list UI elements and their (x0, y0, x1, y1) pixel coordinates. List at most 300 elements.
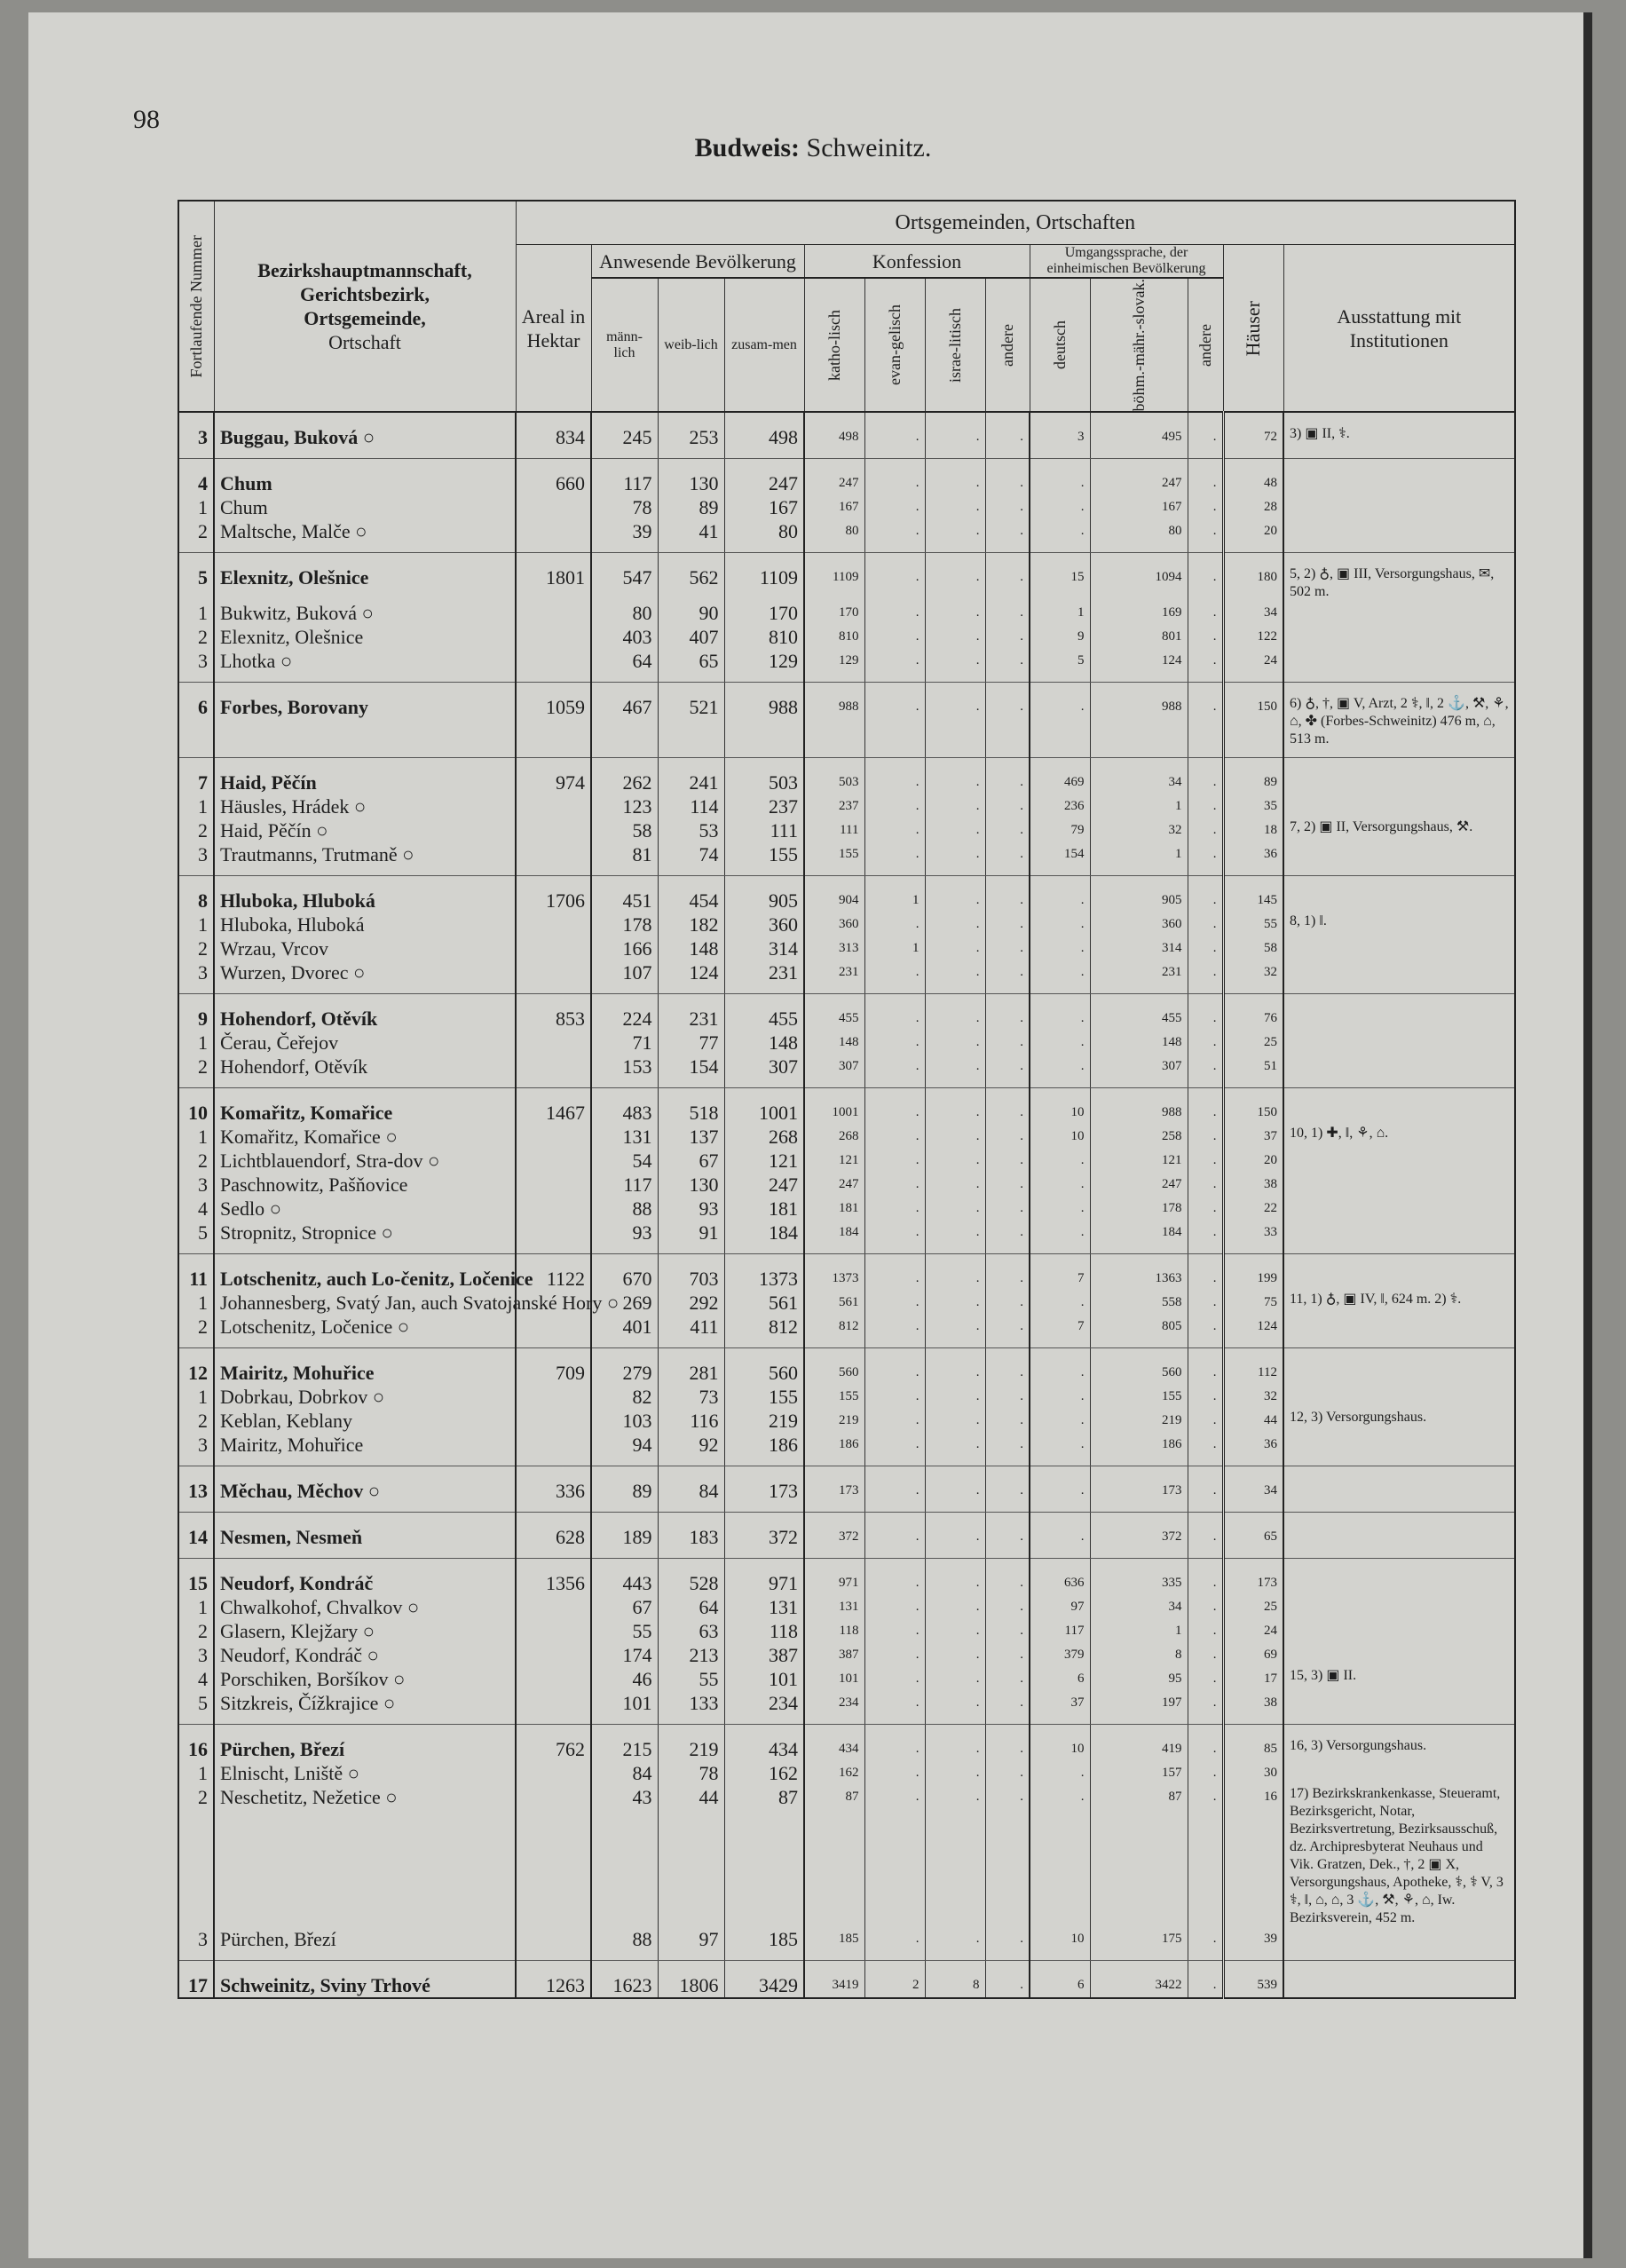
table-row (178, 683, 1515, 758)
cell-h: 145 (1223, 876, 1283, 913)
cell-nr: 14 (178, 1513, 214, 1559)
cell-m: 670 (591, 1254, 658, 1292)
cell-m: 43 (591, 1785, 658, 1927)
cell-name: Bukwitz, Buková ○ (214, 601, 516, 625)
cell-name: Hohendorf, Otěvík (214, 994, 516, 1031)
cell-de: . (1030, 960, 1090, 994)
cell-w: 518 (658, 1088, 724, 1126)
cell-nr: 2 (178, 818, 214, 842)
cell-kath: 219 (804, 1409, 864, 1433)
cell-de: 117 (1030, 1619, 1090, 1643)
cell-ev: . (864, 495, 925, 519)
cell-m: 467 (591, 683, 658, 758)
cell-areal (516, 495, 591, 519)
cell-isr: . (925, 1385, 985, 1409)
cell-bo: 247 (1090, 459, 1188, 496)
cell-w: 154 (658, 1055, 724, 1088)
table-row (178, 1254, 1515, 1292)
cell-z: 155 (724, 842, 804, 876)
cell-kand: . (985, 459, 1030, 496)
cell-z: 121 (724, 1149, 804, 1173)
cell-kand: . (985, 1088, 1030, 1126)
cell-w: 213 (658, 1643, 724, 1667)
cell-h: 150 (1223, 1088, 1283, 1126)
cell-ev: . (864, 1513, 925, 1559)
cell-kath: 148 (804, 1031, 864, 1055)
cell-m: 131 (591, 1125, 658, 1149)
cell-nr: 2 (178, 1785, 214, 1927)
cell-ev: . (864, 625, 925, 649)
table-row (178, 1643, 1515, 1667)
cell-w: 562 (658, 553, 724, 602)
cell-name: Chum (214, 495, 516, 519)
cell-kand: . (985, 1197, 1030, 1221)
header-bevoelkerung: Anwesende Bevölkerung (591, 245, 804, 279)
cell-isr: . (925, 1221, 985, 1254)
cell-name: Čerau, Čeřejov (214, 1031, 516, 1055)
cell-h: 32 (1223, 960, 1283, 994)
cell-notes (1283, 1433, 1515, 1466)
cell-kath: 129 (804, 649, 864, 683)
cell-isr: 8 (925, 1961, 985, 1999)
cell-w: 1806 (658, 1961, 724, 1999)
cell-kath: 155 (804, 842, 864, 876)
cell-kath: 268 (804, 1125, 864, 1149)
cell-notes (1283, 994, 1515, 1031)
cell-w: 130 (658, 1173, 724, 1197)
page-title (0, 133, 1626, 163)
cell-uand: . (1188, 1385, 1223, 1409)
cell-m: 224 (591, 994, 658, 1031)
cell-uand: . (1188, 412, 1223, 459)
cell-kath: 131 (804, 1595, 864, 1619)
table-body (178, 412, 1515, 1998)
cell-name: Elexnitz, Olešnice (214, 625, 516, 649)
cell-de: . (1030, 1221, 1090, 1254)
cell-bo: 560 (1090, 1348, 1188, 1386)
cell-isr: . (925, 495, 985, 519)
cell-z: 129 (724, 649, 804, 683)
cell-nr: 3 (178, 1433, 214, 1466)
cell-de: . (1030, 1348, 1090, 1386)
cell-areal: 853 (516, 994, 591, 1031)
cell-z: 268 (724, 1125, 804, 1149)
cell-nr: 2 (178, 1315, 214, 1348)
cell-ev: . (864, 1559, 925, 1596)
cell-kath: 561 (804, 1291, 864, 1315)
cell-isr: . (925, 412, 985, 459)
table-row (178, 1667, 1515, 1691)
cell-uand: . (1188, 1348, 1223, 1386)
cell-m: 245 (591, 412, 658, 459)
header-group: Ortsgemeinden, Ortschaften (516, 201, 1515, 245)
cell-ev: . (864, 1315, 925, 1348)
cell-notes (1283, 1466, 1515, 1513)
cell-h: 25 (1223, 1595, 1283, 1619)
cell-kath: 185 (804, 1927, 864, 1961)
cell-h: 44 (1223, 1409, 1283, 1433)
table-row (178, 495, 1515, 519)
cell-areal (516, 1433, 591, 1466)
cell-h: 89 (1223, 758, 1283, 795)
cell-kand: . (985, 876, 1030, 913)
cell-ev: . (864, 1291, 925, 1315)
cell-z: 905 (724, 876, 804, 913)
cell-notes: 8, 1) ‖. (1290, 913, 1327, 929)
cell-bo: 419 (1090, 1725, 1188, 1762)
cell-z: 455 (724, 994, 804, 1031)
cell-w: 67 (658, 1149, 724, 1173)
cell-kand: . (985, 1031, 1030, 1055)
cell-de: 636 (1030, 1559, 1090, 1596)
header-israelitisch: israe-litisch (925, 278, 985, 412)
cell-ev: . (864, 794, 925, 818)
cell-z: 434 (724, 1725, 804, 1762)
cell-notes (1283, 1149, 1515, 1173)
cell-de: 37 (1030, 1691, 1090, 1725)
cell-name: Neudorf, Kondráč ○ (214, 1643, 516, 1667)
cell-h: 48 (1223, 459, 1283, 496)
cell-w: 74 (658, 842, 724, 876)
cell-isr: . (925, 1619, 985, 1643)
cell-h: 36 (1223, 842, 1283, 876)
cell-w: 114 (658, 794, 724, 818)
table-row (178, 994, 1515, 1031)
cell-de: . (1030, 1385, 1090, 1409)
cell-z: 80 (724, 519, 804, 553)
cell-m: 403 (591, 625, 658, 649)
header-umgangssprache: Umgangssprache, der einheimischen Bevölkerung (1030, 245, 1223, 279)
cell-kath: 810 (804, 625, 864, 649)
cell-bo: 186 (1090, 1433, 1188, 1466)
cell-nr: 1 (178, 913, 214, 936)
cell-de: 9 (1030, 625, 1090, 649)
cell-name: Glasern, Klejžary ○ (214, 1619, 516, 1643)
cell-m: 88 (591, 1927, 658, 1961)
header-boehmisch: böhm.-mähr.-slovak. (1090, 278, 1188, 412)
cell-bo: 988 (1090, 683, 1188, 758)
cell-ev: . (864, 1595, 925, 1619)
cell-m: 71 (591, 1031, 658, 1055)
cell-z: 87 (724, 1785, 804, 1927)
cell-name: Wurzen, Dvorec ○ (214, 960, 516, 994)
cell-w: 53 (658, 818, 724, 842)
cell-z: 498 (724, 412, 804, 459)
cell-de: 7 (1030, 1254, 1090, 1292)
table-row (178, 1315, 1515, 1348)
cell-h: 24 (1223, 1619, 1283, 1643)
cell-nr: 3 (178, 649, 214, 683)
cell-kand: . (985, 625, 1030, 649)
cell-isr: . (925, 876, 985, 913)
cell-m: 269 (591, 1291, 658, 1315)
cell-name: Buggau, Buková ○ (214, 412, 516, 459)
cell-nr: 2 (178, 519, 214, 553)
cell-kath: 118 (804, 1619, 864, 1643)
cell-ev: . (864, 1643, 925, 1667)
cell-kath: 80 (804, 519, 864, 553)
cell-nr: 6 (178, 683, 214, 758)
statistics-table (178, 200, 1516, 1999)
cell-uand: . (1188, 1619, 1223, 1643)
cell-bo: 197 (1090, 1691, 1188, 1725)
cell-areal (516, 1409, 591, 1433)
cell-w: 63 (658, 1619, 724, 1643)
cell-m: 89 (591, 1466, 658, 1513)
table-row (178, 960, 1515, 994)
cell-isr: . (925, 553, 985, 602)
cell-notes: 3) ▣ II, ⚕. (1283, 412, 1515, 459)
cell-kath: 307 (804, 1055, 864, 1088)
cell-notes (1283, 1221, 1515, 1254)
cell-z: 812 (724, 1315, 804, 1348)
cell-uand: . (1188, 1785, 1223, 1927)
cell-w: 182 (658, 913, 724, 936)
cell-kand: . (985, 1221, 1030, 1254)
cell-de: . (1030, 1466, 1090, 1513)
cell-name: Sedlo ○ (214, 1197, 516, 1221)
cell-z: 810 (724, 625, 804, 649)
cell-name: Pürchen, Březí (214, 1927, 516, 1961)
cell-ev: . (864, 1927, 925, 1961)
table-row (178, 1409, 1515, 1433)
cell-areal (516, 1031, 591, 1055)
cell-kath: 121 (804, 1149, 864, 1173)
cell-kand: . (985, 1595, 1030, 1619)
cell-de: . (1030, 1149, 1090, 1173)
cell-h: 18 (1223, 818, 1283, 842)
cell-notes: 11, 1) ♁, ▣ IV, ‖, 624 m. 2) ⚕. (1290, 1292, 1462, 1308)
cell-isr: . (925, 1125, 985, 1149)
cell-bo: 167 (1090, 495, 1188, 519)
cell-z: 360 (724, 913, 804, 936)
cell-isr: . (925, 994, 985, 1031)
cell-bo: 335 (1090, 1559, 1188, 1596)
cell-m: 58 (591, 818, 658, 842)
cell-notes (1283, 1348, 1515, 1386)
cell-nr: 1 (178, 1385, 214, 1409)
cell-ev: . (864, 683, 925, 758)
table-row (178, 818, 1515, 842)
header-haeuser: Häuser (1223, 245, 1283, 413)
cell-uand: . (1188, 1595, 1223, 1619)
cell-w: 253 (658, 412, 724, 459)
cell-m: 39 (591, 519, 658, 553)
cell-ev: . (864, 1409, 925, 1433)
cell-uand: . (1188, 601, 1223, 625)
cell-h: 58 (1223, 936, 1283, 960)
cell-notes (1283, 960, 1515, 994)
cell-uand: . (1188, 842, 1223, 876)
cell-name: Keblan, Keblany (214, 1409, 516, 1433)
cell-kath: 560 (804, 1348, 864, 1386)
cell-h: 25 (1223, 1031, 1283, 1055)
cell-areal: 709 (516, 1348, 591, 1386)
cell-bo: 988 (1090, 1088, 1188, 1126)
cell-de: . (1030, 876, 1090, 913)
cell-uand: . (1188, 1031, 1223, 1055)
cell-kand: . (985, 519, 1030, 553)
cell-uand: . (1188, 1221, 1223, 1254)
cell-isr: . (925, 1197, 985, 1221)
cell-kath: 3419 (804, 1961, 864, 1999)
cell-uand: . (1188, 649, 1223, 683)
cell-z: 231 (724, 960, 804, 994)
cell-z: 173 (724, 1466, 804, 1513)
cell-nr: 3 (178, 842, 214, 876)
cell-m: 483 (591, 1088, 658, 1126)
cell-nr: 8 (178, 876, 214, 913)
cell-bo: 1 (1090, 794, 1188, 818)
cell-z: 219 (724, 1409, 804, 1433)
cell-areal: 1356 (516, 1559, 591, 1596)
cell-nr: 2 (178, 625, 214, 649)
cell-m: 547 (591, 553, 658, 602)
table-row (178, 1385, 1515, 1409)
table-row (178, 1466, 1515, 1513)
cell-de: . (1030, 1433, 1090, 1466)
cell-isr: . (925, 1149, 985, 1173)
cell-name: Neudorf, Kondráč (214, 1559, 516, 1596)
cell-uand: . (1188, 1291, 1223, 1315)
cell-de: 7 (1030, 1315, 1090, 1348)
cell-ev: . (864, 994, 925, 1031)
cell-h: 180 (1223, 553, 1283, 602)
cell-nr: 1 (178, 1595, 214, 1619)
cell-h: 20 (1223, 519, 1283, 553)
cell-z: 307 (724, 1055, 804, 1088)
cell-m: 262 (591, 758, 658, 795)
cell-kath: 455 (804, 994, 864, 1031)
cell-de: 1 (1030, 601, 1090, 625)
cell-z: 1109 (724, 553, 804, 602)
cell-name: Mairitz, Mohuřice (214, 1433, 516, 1466)
cell-uand: . (1188, 1667, 1223, 1691)
cell-kand: . (985, 818, 1030, 842)
cell-isr: . (925, 1433, 985, 1466)
cell-notes (1283, 758, 1515, 795)
table-row (178, 649, 1515, 683)
cell-ev: . (864, 1619, 925, 1643)
cell-de: . (1030, 936, 1090, 960)
table-row (178, 1595, 1515, 1619)
cell-notes (1283, 649, 1515, 683)
header-weiblich: weib-lich (658, 278, 724, 412)
table-row (178, 1221, 1515, 1254)
cell-ev: . (864, 553, 925, 602)
cell-ev: . (864, 960, 925, 994)
cell-m: 166 (591, 936, 658, 960)
cell-name: Haid, Pěčín ○ (214, 818, 516, 842)
table-row (178, 1149, 1515, 1173)
cell-kath: 155 (804, 1385, 864, 1409)
cell-kand: . (985, 1691, 1030, 1725)
cell-areal: 1706 (516, 876, 591, 913)
table-row (178, 1291, 1515, 1315)
cell-de: 97 (1030, 1595, 1090, 1619)
cell-h: 30 (1223, 1761, 1283, 1785)
cell-z: 503 (724, 758, 804, 795)
cell-uand: . (1188, 1197, 1223, 1221)
cell-h: 76 (1223, 994, 1283, 1031)
table-row (178, 1433, 1515, 1466)
cell-notes (1283, 1315, 1515, 1348)
cell-bo: 32 (1090, 818, 1188, 842)
cell-areal (516, 1385, 591, 1409)
cell-kath: 186 (804, 1433, 864, 1466)
cell-h: 33 (1223, 1221, 1283, 1254)
cell-w: 133 (658, 1691, 724, 1725)
cell-nr: 5 (178, 1691, 214, 1725)
cell-notes (1283, 876, 1515, 913)
cell-areal (516, 601, 591, 625)
cell-areal (516, 1667, 591, 1691)
cell-m: 64 (591, 649, 658, 683)
cell-kand: . (985, 1961, 1030, 1999)
cell-kand: . (985, 842, 1030, 876)
header-lfd-nr: Fortlaufende Nummer (178, 201, 214, 412)
cell-ev: . (864, 601, 925, 625)
cell-uand: . (1188, 1725, 1223, 1762)
cell-kath: 360 (804, 913, 864, 936)
cell-name: Hohendorf, Otěvík (214, 1055, 516, 1088)
cell-kand: . (985, 758, 1030, 795)
cell-ev: . (864, 1667, 925, 1691)
cell-isr: . (925, 1725, 985, 1762)
cell-h: 34 (1223, 601, 1283, 625)
cell-m: 82 (591, 1385, 658, 1409)
cell-uand: . (1188, 1559, 1223, 1596)
table-row (178, 553, 1515, 602)
header-konfession: Konfession (804, 245, 1030, 279)
cell-h: 37 (1223, 1125, 1283, 1149)
cell-uand: . (1188, 553, 1223, 602)
cell-z: 237 (724, 794, 804, 818)
cell-uand: . (1188, 625, 1223, 649)
cell-areal (516, 960, 591, 994)
header-katholisch: katho-lisch (804, 278, 864, 412)
cell-m: 451 (591, 876, 658, 913)
cell-name: Trautmanns, Trutmaně ○ (214, 842, 516, 876)
cell-isr: . (925, 519, 985, 553)
cell-kath: 1001 (804, 1088, 864, 1126)
cell-z: 247 (724, 1173, 804, 1197)
cell-m: 81 (591, 842, 658, 876)
cell-isr: . (925, 936, 985, 960)
cell-isr: . (925, 1595, 985, 1619)
cell-de: . (1030, 994, 1090, 1031)
cell-z: 148 (724, 1031, 804, 1055)
cell-name: Lotschenitz, Ločenice ○ (214, 1315, 516, 1348)
cell-name: Lhotka ○ (214, 649, 516, 683)
cell-ev: . (864, 1221, 925, 1254)
cell-ev: . (864, 1031, 925, 1055)
cell-kand: . (985, 495, 1030, 519)
table-row (178, 1559, 1515, 1596)
table-row (178, 1725, 1515, 1762)
cell-bo: 247 (1090, 1173, 1188, 1197)
cell-kand: . (985, 1643, 1030, 1667)
cell-name: Dobrkau, Dobrkov ○ (214, 1385, 516, 1409)
cell-nr: 1 (178, 1761, 214, 1785)
cell-bo: 360 (1090, 913, 1188, 936)
cell-name: Komařitz, Komařice ○ (214, 1125, 516, 1149)
cell-nr: 1 (178, 1291, 214, 1315)
cell-z: 560 (724, 1348, 804, 1386)
cell-areal: 974 (516, 758, 591, 795)
cell-nr: 9 (178, 994, 214, 1031)
cell-uand: . (1188, 758, 1223, 795)
